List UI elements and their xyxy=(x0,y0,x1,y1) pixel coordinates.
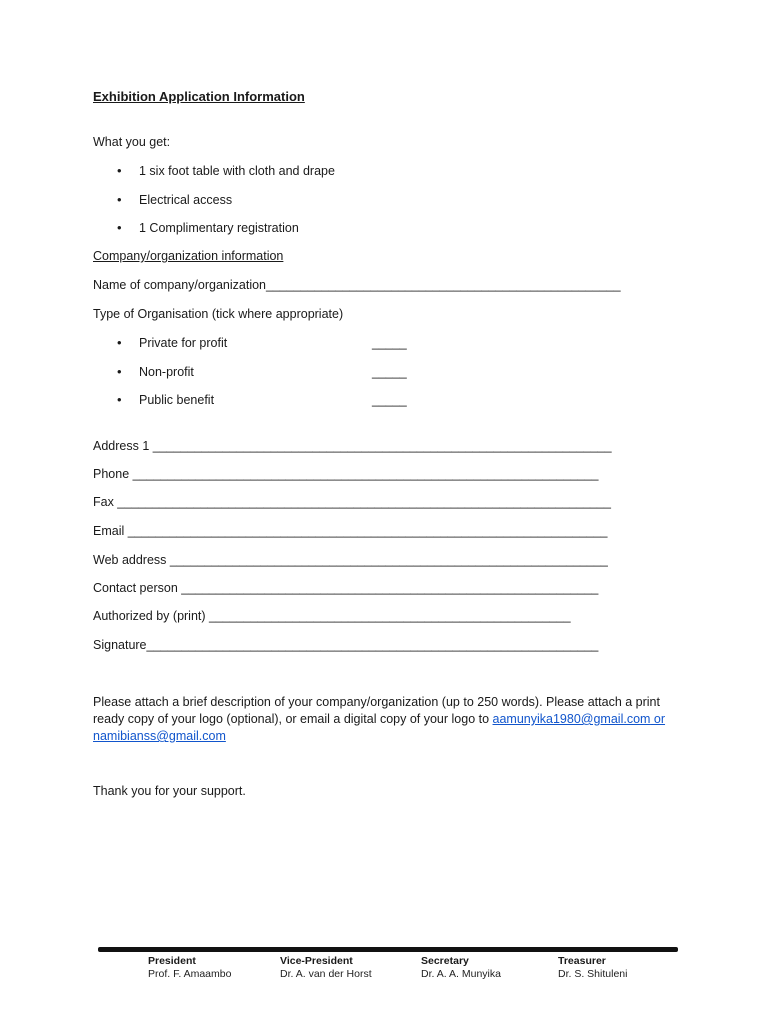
officer-role: Treasurer xyxy=(558,955,606,967)
contact-person-field[interactable]: Contact person ____________________________________________________________ xyxy=(93,581,599,595)
bullet-icon xyxy=(117,335,125,351)
address-field[interactable]: Address 1 __________________________________________________________________ xyxy=(93,439,612,453)
officer-role: Secretary xyxy=(421,955,469,967)
attach-instructions xyxy=(93,694,673,745)
officer-role: President xyxy=(148,955,196,967)
footer-officer-treasurer xyxy=(558,955,627,981)
bullet-icon xyxy=(117,364,125,380)
officer-name: Dr. S. Shituleni xyxy=(558,968,628,980)
company-name-field[interactable]: Name of company/organization___________________________________________________ xyxy=(93,278,621,292)
org-type-label-public: Public benefit xyxy=(139,393,215,407)
footer-divider xyxy=(98,947,678,952)
org-type-label-private: Private for profit xyxy=(139,336,228,350)
benefit-item: 1 six foot table with cloth and drape xyxy=(139,164,335,178)
officer-name: Prof. F. Amaambo xyxy=(148,968,232,980)
benefit-item: Electrical access xyxy=(139,193,233,207)
email-link[interactable]: aamunyika1980@gmail.com xyxy=(492,712,651,726)
officer-name: Dr. A. van der Horst xyxy=(280,968,372,980)
section-heading: Company/organization information xyxy=(93,249,284,263)
signature-field[interactable]: Signature_________________________________________________________________ xyxy=(93,638,599,652)
org-type-label: Type of Organisation (tick where appropriate) xyxy=(93,307,344,321)
bullet-icon xyxy=(117,220,125,236)
org-type-tick-nonprofit[interactable]: _____ xyxy=(372,365,407,379)
web-address-field[interactable]: Web address _______________________________________________________________ xyxy=(93,553,608,567)
org-type-tick-public[interactable]: _____ xyxy=(372,393,407,407)
phone-field[interactable]: Phone ___________________________________________________________________ xyxy=(93,467,599,481)
org-type-tick-private[interactable]: _____ xyxy=(372,336,407,350)
bullet-icon xyxy=(117,192,125,208)
bullet-icon xyxy=(117,392,125,408)
footer-officer-president xyxy=(148,955,231,981)
email-field[interactable]: Email _____________________________________________________________________ xyxy=(93,524,608,538)
what-you-get-label: What you get: xyxy=(93,135,171,149)
thank-you-text: Thank you for your support. xyxy=(93,784,246,798)
bullet-icon xyxy=(117,163,125,179)
footer-officer-secretary xyxy=(421,955,501,981)
fax-field[interactable]: Fax _______________________________________________________________________ xyxy=(93,495,611,509)
org-type-label-nonprofit: Non-profit xyxy=(139,365,194,379)
attach-text: Please attach a brief description of your company/organization (up to 250 words). Please attach a print ready copy of your logo (optional), or email a digital copy of your logo to xyxy=(93,695,660,726)
page-title: Exhibition Application Information xyxy=(93,89,305,104)
benefit-item: 1 Complimentary registration xyxy=(139,221,299,235)
footer-officer-vice-president xyxy=(280,955,372,981)
officer-name: Dr. A. A. Munyika xyxy=(421,968,501,980)
authorized-by-field[interactable]: Authorized by (print) ____________________________________________________ xyxy=(93,609,571,623)
email-alt-text: or namibianss@gmail.com xyxy=(93,712,666,743)
officer-role: Vice-President xyxy=(280,955,353,967)
